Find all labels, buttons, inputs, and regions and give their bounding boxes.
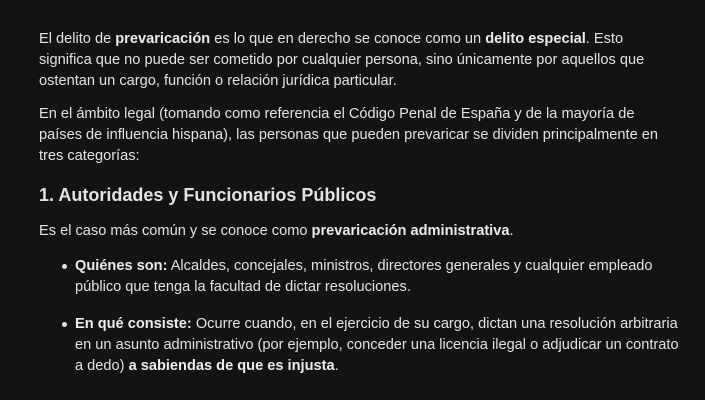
list-item-label: Quiénes son:: [75, 258, 168, 274]
list-item-bold-phrase: a sabiendas de que es injusta: [128, 358, 335, 374]
text-fragment: Es el caso más común y se conoce como: [39, 223, 312, 239]
bold-term-prevaricacion: prevaricación: [115, 31, 211, 47]
intro-paragraph-2: En el ámbito legal (tomando como referencia el Código Penal de España y de la mayoría de países de influencia hispana), las personas que pueden prevaricar se dividen principalmente en tres categorías:: [39, 106, 659, 164]
list-item: [75, 314, 679, 377]
bold-term-prevaricacion-administrativa: prevaricación administrativa: [311, 223, 510, 239]
intro-paragraph-1: [39, 29, 679, 92]
bullet-dot-icon: [62, 322, 67, 327]
bold-term-delito-especial: delito especial: [485, 31, 586, 47]
text-fragment: es lo que en derecho se conoce como un: [210, 31, 486, 47]
list-item-text: Alcaldes, concejales, ministros, directores generales y cualquier empleado público que tenga la facultad de dictar resoluciones.: [75, 258, 653, 295]
list-item-label: En qué consiste:: [75, 316, 192, 332]
bullet-dot-icon: [62, 264, 67, 269]
response-content: [39, 29, 679, 393]
bullet-list: [39, 256, 679, 377]
list-item-tail: .: [334, 358, 339, 374]
list-item: [75, 256, 679, 298]
list-item-text: Ocurre cuando, en el ejercicio de su cargo, dictan una resolución arbitraria en un asunto administrativo (por ejemplo, conceder una licencia ilegal o adjudicar un contrato a dedo): [75, 316, 679, 374]
section-paragraph: [39, 221, 679, 242]
text-fragment: .: [509, 223, 514, 239]
section-heading: 1. Autoridades y Funcionarios Públicos: [39, 185, 377, 205]
text-fragment: . Esto significa que no puede ser cometido por cualquier persona, sino únicamente por aquellos que ostentan un cargo, función o relación jurídica particular.: [39, 31, 645, 89]
text-fragment: El delito de: [39, 31, 116, 47]
